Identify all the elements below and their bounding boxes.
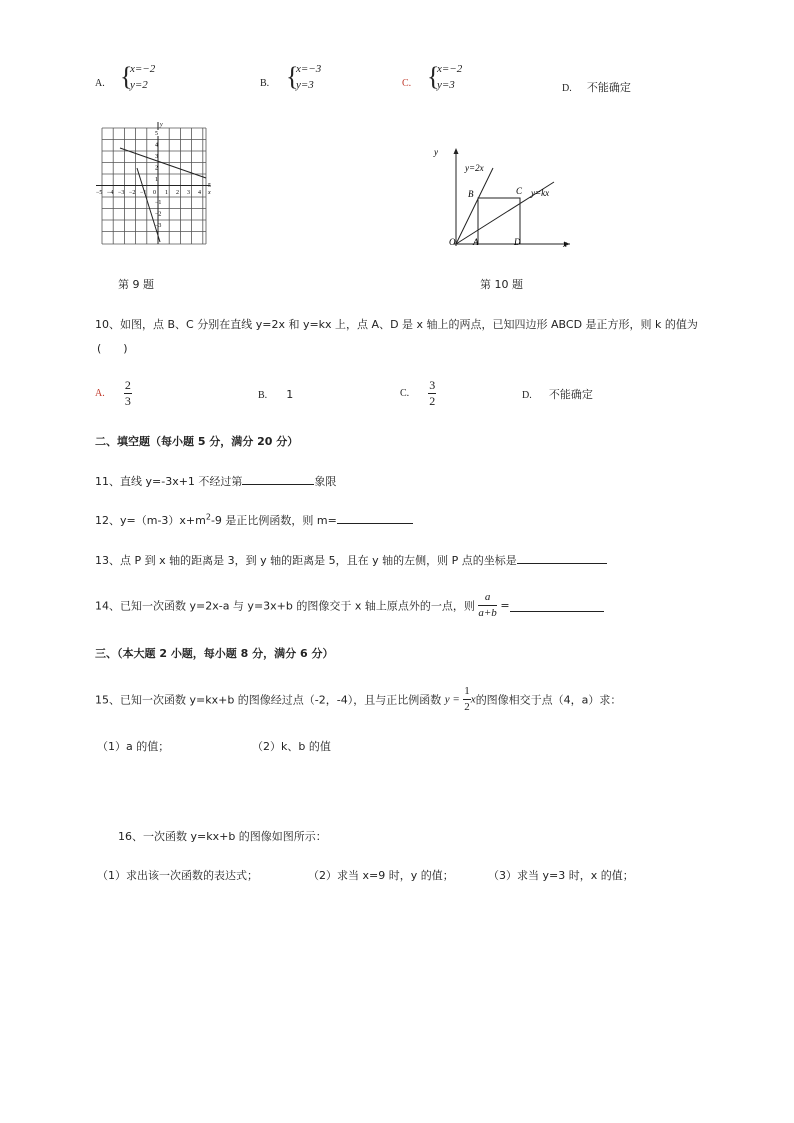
q15-func-y: y = [444,693,460,706]
y-tick-4: 4 [155,142,158,149]
fraction [428,378,436,409]
line2-label: y=kx [531,188,550,198]
y-tick-3: 3 [155,154,158,160]
option-letter: A. [95,78,105,89]
point-b: B [468,189,474,199]
equation-y: y=3 [296,79,314,91]
option-letter: B. [258,390,268,401]
x-tick: 2 [176,190,179,196]
q8-option-c [402,62,482,96]
brace-icon: { [286,62,299,91]
q16-part-2: （2）求当 x=9 时，y 的值； [308,869,454,882]
q14-fraction [478,590,496,621]
option-value: 1 [286,388,294,401]
option-letter: D. [522,390,532,401]
equation-x: x=−2 [130,63,156,75]
q14-equals: = [500,599,510,612]
q13-answer-blank[interactable] [517,552,607,564]
option-letter: B. [260,78,270,89]
q15-fraction [463,684,471,715]
x-tick: −1 [140,190,147,196]
q15-part-2: （2）k、b 的值 [252,740,331,753]
x-tick: 3 [187,190,190,196]
q10-option-c [400,378,436,409]
equation-y: y=2 [130,79,148,91]
equation-x: x=−3 [296,63,322,75]
x-tick: −3 [118,190,125,196]
q15-func-x: x [470,693,476,706]
option-text: 不能确定 [586,81,631,94]
q12-text-middle: -9 是正比例函数，则 m= [210,514,337,527]
x-tick: 4 [198,190,201,196]
x-axis-label: x [563,239,567,249]
fraction [124,378,132,409]
y-axis-label: y [160,122,163,128]
y-tick-2: 2 [155,165,158,172]
q10-stem: 10、如图，点 B、C 分别在直线 y=2x 和 y=kx 上，点 A、D 是 x 轴上的两点，已知四边形 ABCD 是正方形，则 k 的值为 [95,318,698,331]
q14-text-before: 14、已知一次函数 y=2x-a 与 y=3x+b 的图像交于 x 轴上原点外的一点，则 [95,599,475,613]
q12-exponent: 2 [205,512,211,522]
point-c: C [516,186,523,196]
section-3-heading: 三、（本大题 2 小题，每小题 8 分，满分 6 分） [95,647,334,660]
point-o: O [449,237,456,247]
q10-option-a [95,378,132,409]
q15-text-before: 15、已知一次函数 y=kx+b 的图像经过点（-2，-4），且与正比例函数 [95,693,442,707]
point-a: A [473,237,479,247]
q16-stem: 16、一次函数 y=kx+b 的图像如图所示： [118,830,327,843]
q8-option-a [95,62,175,96]
numerator: 1 [463,684,471,700]
x-axis-label: x [208,190,211,196]
q11-text-before: 11、直线 y=-3x+1 不经过第 [95,475,243,488]
q10-paren: ( ) [97,342,128,355]
q11 [95,473,336,489]
q14-answer-blank[interactable] [510,600,604,612]
arrow-icon [454,148,459,154]
brace-icon: { [120,62,133,91]
y-tick-neg2: −2 [155,211,162,218]
figure-10-graph [430,146,572,250]
q8-option-b [260,62,340,96]
figure-10-caption: 第 10 题 [480,278,523,291]
option-letter: C. [400,388,410,399]
q15-text-after: 的图像相交于点（4，a）求： [475,693,622,707]
line-1 [120,148,206,178]
option-text: 不能确定 [548,388,593,401]
q12 [95,512,413,528]
q8-option-d [562,76,662,92]
line1-label: y=2x [465,163,484,173]
numerator: 3 [429,378,436,392]
x-tick: 1 [165,190,168,196]
option-letter: A. [95,388,105,399]
figure-9-caption: 第 9 题 [118,278,154,291]
y-axis-label: y [434,147,438,157]
q15-stem [95,684,621,715]
option-letter: C. [402,78,412,89]
q14 [95,590,604,621]
x-tick: 0 [153,190,156,196]
equation-y: y=3 [437,79,455,91]
equation-x: x=−2 [437,63,463,75]
denominator: a+b [478,607,497,619]
x-tick: 5 [208,183,211,189]
q12-answer-blank[interactable] [337,512,413,524]
y-tick-neg1: −1 [155,200,162,206]
q11-answer-blank[interactable] [242,473,314,485]
q15-part-1: （1）a 的值； [97,740,170,753]
q12-text-before: 12、y=（m-3）x+m [95,514,206,527]
point-d: D [514,237,521,247]
numerator: a [478,590,496,606]
section-2-heading: 二、填空题（每小题 5 分，满分 20 分） [95,435,299,448]
numerator: 2 [124,378,131,392]
brace-icon: { [427,62,440,91]
y-tick-neg3: −3 [155,223,162,229]
y-tick-5: 5 [155,131,158,137]
x-tick: −5 [96,190,103,196]
q16-part-1: （1）求出该一次函数的表达式； [97,869,258,882]
option-letter: D. [562,83,572,94]
q10-option-b [258,383,293,402]
denominator: 3 [124,394,131,408]
q13-text: 13、点 P 到 x 轴的距离是 3，到 y 轴的距离是 5，且在 y 轴的左侧，则 P 点的坐标是 [95,554,517,567]
x-tick: −4 [107,190,114,196]
q16-part-3: （3）求当 y=3 时，x 的值； [488,869,634,882]
denominator: 2 [464,701,470,713]
q10-option-d [522,383,593,402]
denominator: 2 [429,394,436,408]
y-tick-1: 1 [155,177,158,183]
figure-9-graph [92,118,216,246]
q11-text-after: 象限 [314,475,337,488]
q13 [95,552,607,568]
x-tick: −2 [129,190,136,196]
